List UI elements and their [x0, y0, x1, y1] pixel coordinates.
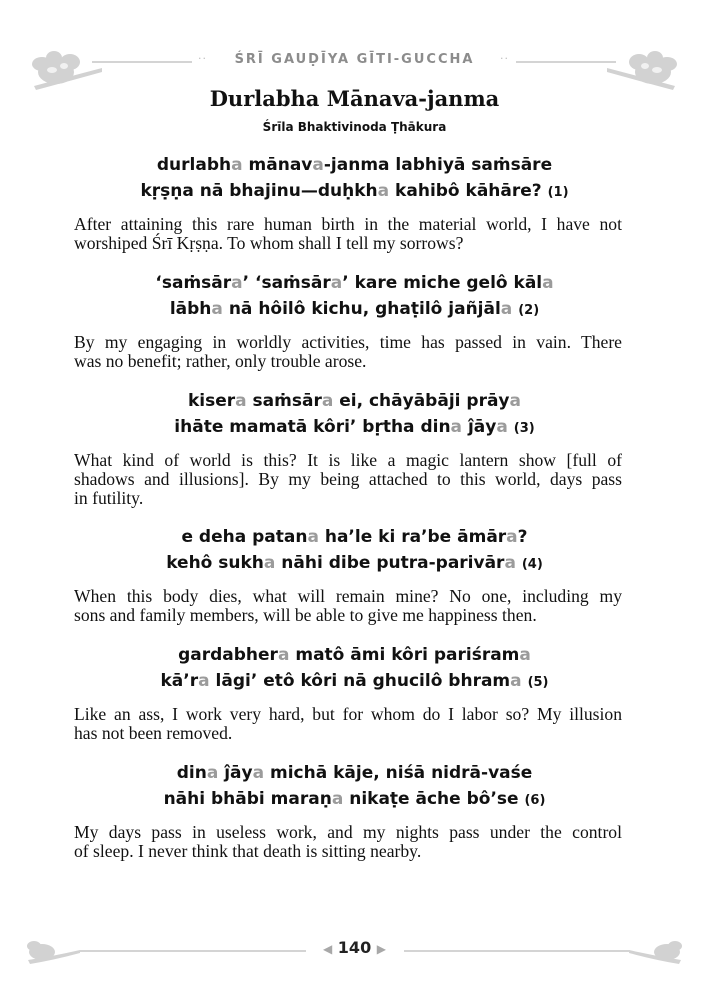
verse-text: kehô sukh — [166, 553, 264, 573]
translation-line: When this body dies, what will remain mine? No one, including my — [74, 586, 622, 606]
song-author: Śrīla Bhaktivinoda Ṭhākura — [262, 120, 447, 134]
translation-line: shadows and illusions]. By my being attached to this world, days pass — [74, 469, 622, 489]
verse-text: nā hôilô kichu, ghaṭilô jañjāl — [222, 299, 501, 319]
song-title: Durlabha Mānava-janma — [209, 86, 500, 111]
right-arrow-icon: ▶ — [376, 942, 387, 956]
verse-line — [0, 178, 709, 206]
inherent-vowel: a — [504, 553, 516, 573]
verse-2 — [0, 270, 709, 324]
running-head: ŚRĪ GAUḌĪYA GĪTI-GUCCHA — [234, 52, 475, 67]
verse-number: (2) — [518, 303, 540, 318]
verse-line — [0, 388, 709, 414]
verse-line — [0, 550, 709, 578]
inherent-vowel: a — [450, 417, 463, 437]
verse-line — [0, 414, 709, 442]
translation-3 — [74, 451, 622, 508]
verse-text: ’ ‘saṁsār — [242, 273, 331, 293]
verse-line — [0, 642, 709, 668]
inherent-vowel: a — [252, 763, 265, 783]
inherent-vowel: a — [506, 527, 518, 547]
inherent-vowel: a — [231, 155, 243, 175]
verse-text: ĵāy — [462, 417, 497, 437]
verse-number: (3) — [513, 421, 535, 436]
translation-5 — [74, 705, 622, 743]
verse-line — [0, 296, 709, 324]
verse-text: ĵāy — [218, 763, 253, 783]
translation-line: My days pass in useless work, and my nights pass under the control — [74, 822, 622, 842]
translation-line: has not been removed. — [74, 723, 233, 743]
inherent-vowel: a — [331, 789, 344, 809]
verse-text: e deha patan — [181, 527, 308, 547]
verse-text: lābh — [169, 299, 212, 319]
inherent-vowel: a — [206, 763, 219, 783]
translation-line: worshiped Śrī Kṛṣṇa. To whom shall I tell my sorrows? — [74, 233, 464, 253]
verse-text: durlabh — [156, 155, 232, 175]
verse-text: lāgi’ etô kôri nā ghucilô bhram — [209, 671, 511, 691]
verse-text: kā’r — [160, 671, 199, 691]
translation-line: After attaining this rare human birth in the material world, I have not — [74, 214, 622, 234]
verse-text: mānav — [242, 155, 313, 175]
inherent-vowel: a — [321, 391, 334, 411]
translation-2 — [74, 333, 622, 371]
inherent-vowel: a — [277, 645, 290, 665]
translation-line: was no benefit; rather, only trouble arose. — [74, 351, 367, 371]
verse-text: kṛṣṇa nā bhajinu—duḥkh — [140, 181, 378, 201]
verse-1 — [0, 152, 709, 206]
page-number — [0, 938, 709, 957]
inherent-vowel: a — [500, 299, 513, 319]
verse-number: (5) — [527, 675, 549, 690]
translation-line: What kind of world is this? It is like a magic lantern show [full of — [74, 450, 622, 470]
translation-line: sons and family members, will be able to give me happiness then. — [74, 605, 537, 625]
verse-text: nāhi bhābi maraṇ — [163, 789, 332, 809]
verse-text: michā kāje, niśā nidrā-vaśe — [264, 763, 533, 783]
verse-line — [0, 524, 709, 550]
verse-text: nikaṭe āche bô’se — [343, 789, 525, 809]
verse-text: saṁsār — [246, 391, 322, 411]
verse-text: -janma labhiyā saṁsāre — [323, 155, 553, 175]
inherent-vowel: a — [496, 417, 508, 437]
verse-number: (6) — [524, 793, 546, 808]
inherent-vowel: a — [519, 645, 531, 665]
verse-text: ? — [517, 527, 528, 547]
translation-line: in futility. — [74, 488, 144, 508]
verse-text: ‘saṁsār — [155, 273, 232, 293]
verse-number: (1) — [547, 185, 569, 200]
verse-6 — [0, 760, 709, 814]
inherent-vowel: a — [211, 299, 223, 319]
verse-text: matô āmi kôri pariśram — [289, 645, 520, 665]
header-dots-right: ·· — [500, 52, 509, 65]
verse-text: din — [176, 763, 207, 783]
left-arrow-icon: ◀ — [322, 942, 333, 956]
inherent-vowel: a — [307, 527, 319, 547]
inherent-vowel: a — [312, 155, 324, 175]
verse-text: ei, chāyābāji prāy — [333, 391, 510, 411]
verse-line — [0, 270, 709, 296]
verse-text: nāhi dibe putra-parivār — [275, 553, 505, 573]
verse-line — [0, 152, 709, 178]
inherent-vowel: a — [377, 181, 390, 201]
verse-text: gardabher — [178, 645, 278, 665]
inherent-vowel: a — [509, 391, 521, 411]
verse-line — [0, 786, 709, 814]
header-dots-left: ·· — [198, 52, 207, 65]
verse-text: ha’le ki ra’be āmār — [318, 527, 507, 547]
verse-line — [0, 668, 709, 696]
translation-4 — [74, 587, 622, 625]
verse-3 — [0, 388, 709, 442]
verse-text: kiser — [187, 391, 236, 411]
inherent-vowel: a — [198, 671, 210, 691]
inherent-vowel: a — [330, 273, 343, 293]
verse-text: ihāte mamatā kôri’ bṛtha din — [174, 417, 451, 437]
page-number-value: 140 — [337, 938, 372, 957]
translation-line: Like an ass, I work very hard, but for whom do I labor so? My illusion — [74, 704, 622, 724]
translation-1 — [74, 215, 622, 253]
translation-line: of sleep. I never think that death is sitting nearby. — [74, 841, 422, 861]
verse-number: (4) — [521, 557, 543, 572]
inherent-vowel: a — [510, 671, 522, 691]
verse-4 — [0, 524, 709, 578]
inherent-vowel: a — [231, 273, 243, 293]
verse-5 — [0, 642, 709, 696]
verse-line — [0, 760, 709, 786]
translation-line: By my engaging in worldly activities, time has passed in vain. There — [74, 332, 622, 352]
inherent-vowel: a — [263, 553, 276, 573]
verse-text: ’ kare miche gelô kāl — [342, 273, 543, 293]
inherent-vowel: a — [235, 391, 247, 411]
translation-6 — [74, 823, 622, 861]
inherent-vowel: a — [542, 273, 554, 293]
verse-text: kahibô kāhāre? — [389, 181, 548, 201]
